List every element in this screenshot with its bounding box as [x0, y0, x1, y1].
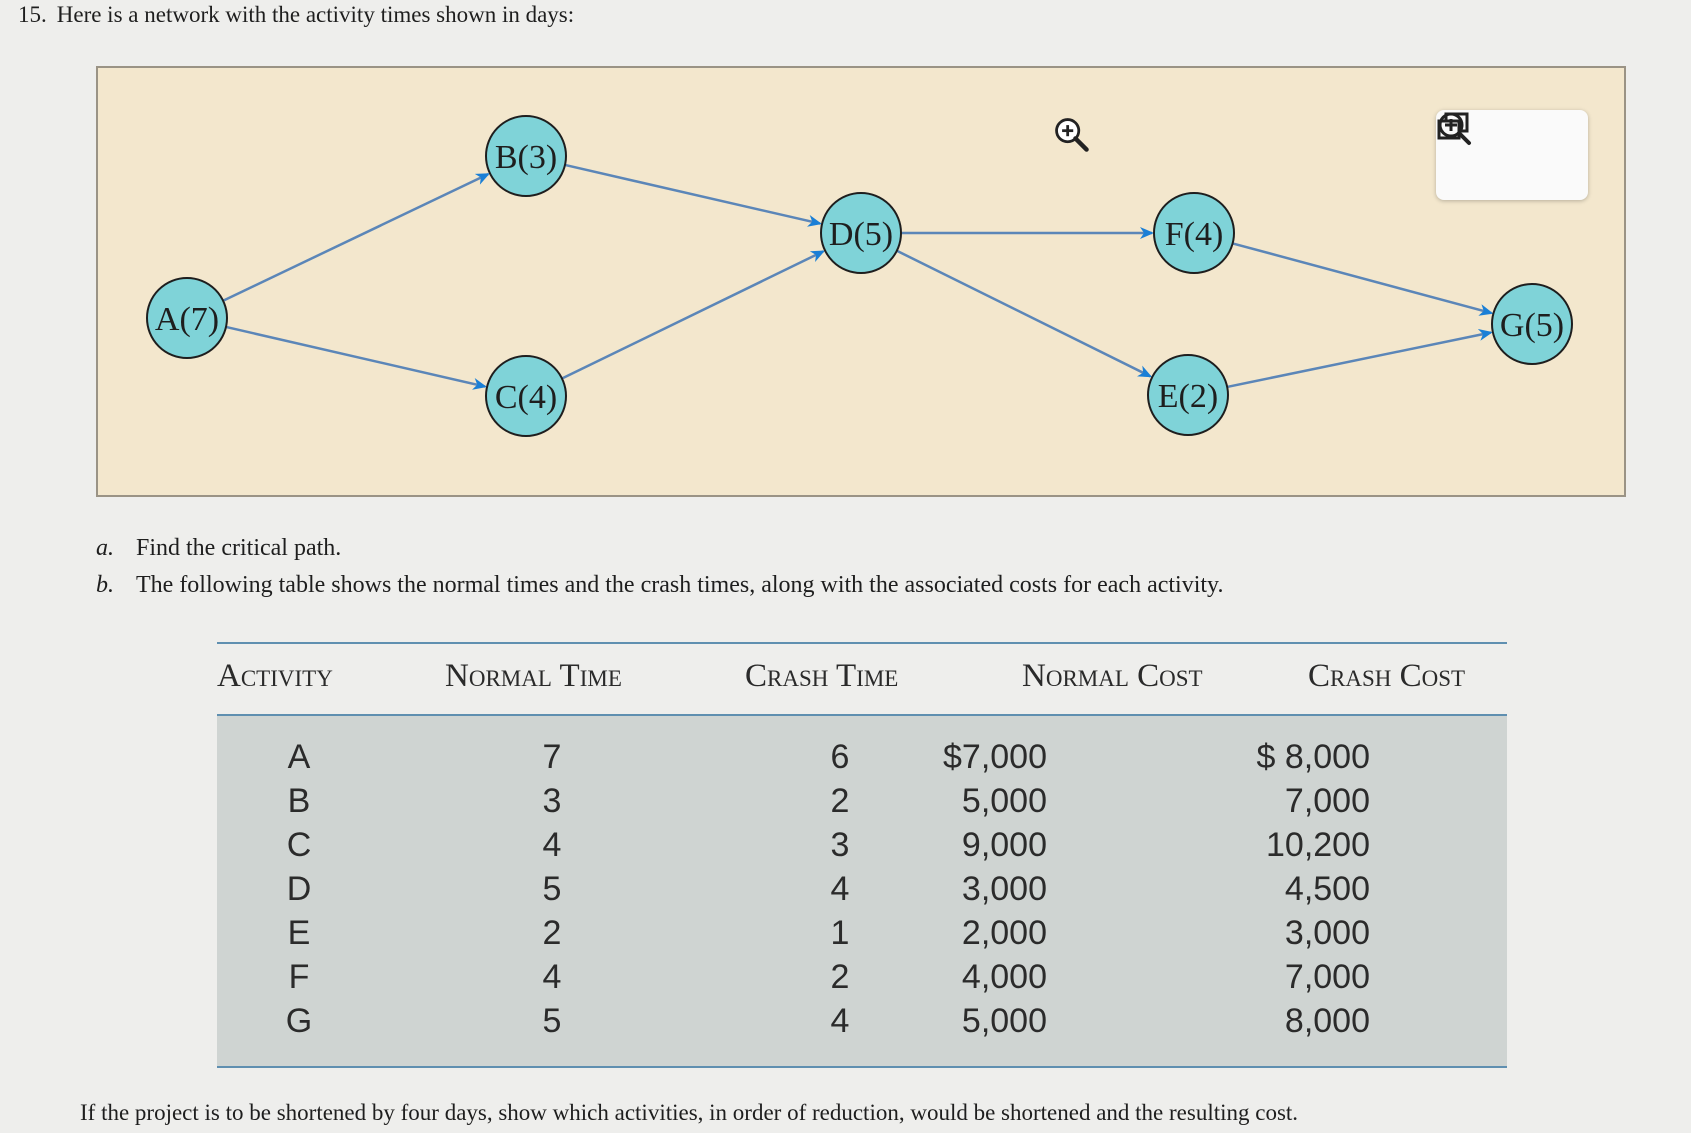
cell-crash-time: 3 — [830, 826, 850, 864]
node-g — [1492, 284, 1572, 364]
table-row — [217, 914, 1507, 958]
edge-e-g — [1227, 332, 1491, 386]
node-label: F(4) — [1164, 216, 1224, 253]
cell-crash-time: 2 — [830, 958, 850, 996]
node-b — [486, 116, 566, 196]
header-crash-cost: Crash Cost — [1308, 658, 1466, 694]
node-label: A(7) — [154, 301, 220, 338]
question-number: 15. — [18, 2, 47, 27]
edge-c-d — [562, 251, 823, 378]
edge-d-e — [897, 251, 1151, 377]
cell-crash-time: 6 — [830, 738, 850, 776]
cell-activity: A — [287, 738, 311, 776]
edge-f-g — [1233, 243, 1492, 313]
table-body — [217, 716, 1507, 1068]
cell-activity: B — [287, 782, 311, 820]
table-row — [217, 738, 1507, 782]
cell-crash-time: 2 — [830, 782, 850, 820]
cell-normal-cost: 2,000 — [961, 914, 1047, 952]
cell-activity: C — [286, 826, 312, 864]
image-toolbar — [1436, 110, 1588, 200]
table-header — [217, 642, 1507, 716]
cell-normal-time: 3 — [542, 782, 562, 820]
part-b-letter: b. — [96, 572, 114, 598]
part-a-letter: a. — [96, 535, 114, 561]
cell-normal-time: 5 — [542, 870, 562, 908]
cell-crash-cost: 7,000 — [1284, 782, 1370, 820]
table-row — [217, 826, 1507, 870]
cell-crash-cost: 4,500 — [1284, 870, 1370, 908]
part-a — [96, 535, 1224, 562]
node-f — [1154, 193, 1234, 273]
node-c — [486, 356, 566, 436]
node-label: G(5) — [1499, 307, 1565, 344]
node-d — [821, 193, 901, 273]
zoom-cursor-icon — [1051, 114, 1091, 154]
cell-normal-time: 4 — [542, 958, 562, 996]
header-crash-time: Crash Time — [745, 658, 899, 694]
table-row — [217, 870, 1507, 914]
header-normal-time: Normal Time — [445, 658, 622, 694]
part-b-text: The following table shows the normal times and the crash times, along with the associated costs for each activity. — [136, 572, 1224, 598]
cell-normal-time: 4 — [542, 826, 562, 864]
cell-normal-cost: 9,000 — [961, 826, 1047, 864]
node-e — [1148, 355, 1228, 435]
cell-activity: F — [288, 958, 310, 996]
edge-a-b — [223, 174, 488, 301]
question-intro: Here is a network with the activity times shown in days: — [56, 2, 575, 27]
network-diagram — [96, 66, 1626, 497]
header-normal-cost: Normal Cost — [1022, 658, 1203, 694]
node-label: B(3) — [494, 139, 558, 176]
cell-normal-cost: 4,000 — [961, 958, 1047, 996]
edge-a-c — [226, 327, 485, 387]
footer-question: If the project is to be shortened by four days, show which activities, in order of reduction, would be shortened and the resulting cost. — [80, 1100, 1299, 1125]
node-label: C(4) — [494, 379, 558, 416]
node-label: D(5) — [828, 216, 894, 253]
cell-normal-time: 2 — [542, 914, 562, 952]
cell-crash-cost: 8,000 — [1284, 1002, 1370, 1040]
question-title — [18, 2, 574, 28]
cell-crash-time: 4 — [830, 870, 850, 908]
node-label: E(2) — [1157, 378, 1219, 415]
cell-crash-time: 4 — [830, 1002, 850, 1040]
cell-normal-cost: 5,000 — [961, 1002, 1047, 1040]
crash-table — [217, 642, 1507, 1068]
cell-normal-cost: 5,000 — [961, 782, 1047, 820]
network-graph — [98, 68, 1624, 495]
table-row — [217, 782, 1507, 826]
cell-crash-cost: $ 8,000 — [1256, 738, 1370, 776]
cell-activity: D — [286, 870, 312, 908]
cell-crash-cost: 10,200 — [1266, 826, 1370, 864]
cell-crash-cost: 7,000 — [1284, 958, 1370, 996]
header-activity: Activity — [217, 658, 333, 694]
table-row — [217, 958, 1507, 1002]
cell-normal-cost: $7,000 — [943, 738, 1047, 776]
zoom-in-button[interactable] — [1521, 133, 1565, 177]
cell-normal-time: 7 — [542, 738, 562, 776]
node-a — [147, 278, 227, 358]
cell-crash-time: 1 — [830, 914, 850, 952]
cell-activity: E — [287, 914, 311, 952]
part-b — [96, 572, 1224, 599]
question-parts — [96, 535, 1224, 609]
cell-crash-cost: 3,000 — [1284, 914, 1370, 952]
cell-activity: G — [285, 1002, 313, 1040]
edge-b-d — [565, 165, 820, 224]
table-row — [217, 1002, 1507, 1046]
cell-normal-cost: 3,000 — [961, 870, 1047, 908]
cell-normal-time: 5 — [542, 1002, 562, 1040]
zoom-in-icon — [1436, 110, 1472, 146]
part-a-text: Find the critical path. — [136, 535, 342, 561]
